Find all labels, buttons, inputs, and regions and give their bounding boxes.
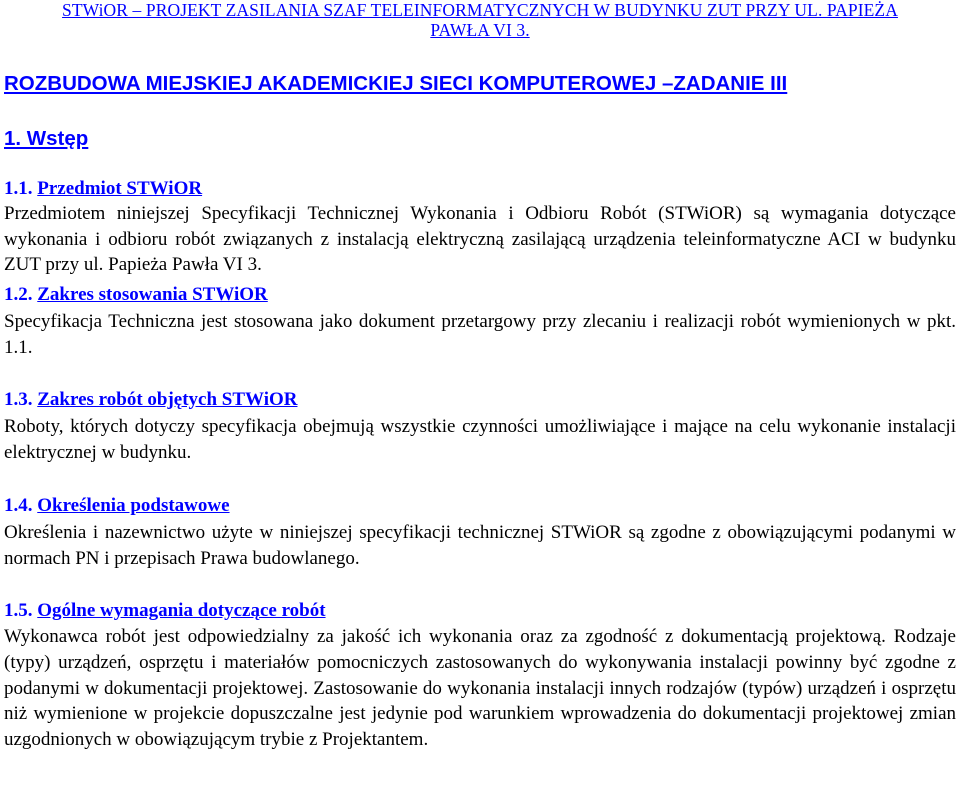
section-heading[interactable] — [4, 598, 956, 624]
document-title[interactable]: ROZBUDOWA MIEJSKIEJ AKADEMICKIEJ SIECI KOMPUTEROWEJ –ZADANIE III — [4, 72, 788, 95]
section-title[interactable]: Ogólne wymagania dotyczące robót — [37, 600, 326, 621]
section-title[interactable]: Określenia podstawowe — [37, 495, 230, 516]
section-heading[interactable] — [4, 282, 956, 308]
section-number[interactable]: 1.3. — [4, 389, 33, 410]
section-body: Roboty, których dotyczy specyfikacja obejmują wszystkie czynności umożliwiające i mające na celu wykonanie instalacji elektrycznej w budynku. — [4, 416, 956, 463]
section-1-4 — [4, 493, 956, 571]
header-line-2[interactable]: PAWŁA VI 3. — [430, 20, 530, 40]
section-heading[interactable] — [4, 176, 956, 202]
section-number[interactable]: 1.1. — [4, 178, 33, 199]
section-1-1 — [4, 176, 956, 278]
section-number[interactable]: 1.2. — [4, 284, 33, 305]
section-body: Wykonawca robót jest odpowiedzialny za jakość ich wykonania oraz za zgodność z dokumentacją projektową. Rodzaje (typy) urządzeń, osprzętu i materiałów pomocniczych zastosowanych do wykonywania instalacji powinny być zgodne z podanymi w dokumentacji projektowej. Zastosowanie do wykonania instalacji innych rodzajów (typów) urządzeń i osprzętu niż wymienione w projekcie dopuszczalne jest jedynie pod warunkiem wprowadzenia do dokumentacji projektowej zmian uzgodnionych w obowiązującym trybie z Projektantem. — [4, 626, 956, 751]
section-1-5 — [4, 598, 956, 753]
header-line-1[interactable]: STWiOR – PROJEKT ZASILANIA SZAF TELEINFORMATYCZNYCH W BUDYNKU ZUT PRZY UL. PAPIEŻA — [62, 0, 898, 20]
running-header[interactable] — [4, 0, 956, 40]
section-title[interactable]: Zakres robót objętych STWiOR — [37, 389, 298, 410]
section-body: Specyfikacja Techniczna jest stosowana jako dokument przetargowy przy zlecaniu i realizacji robót wymienionych w pkt. 1.1. — [4, 311, 956, 358]
section-number[interactable]: 1.4. — [4, 495, 33, 516]
section-body: Określenia i nazewnictwo użyte w niniejszej specyfikacji technicznej STWiOR są zgodne z obowiązującymi podanymi w normach PN i przepisach Prawa budowlanego. — [4, 522, 956, 569]
section-body: Przedmiotem niniejszej Specyfikacji Technicznej Wykonania i Odbioru Robót (STWiOR) są wymagania dotyczące wykonania i odbioru robót związanych z instalacją elektryczną zasilającą urządzenia teleinformatyczne ACI w budynku ZUT przy ul. Papieża Pawła VI 3. — [4, 203, 956, 275]
section-number[interactable]: 1.5. — [4, 600, 33, 621]
section-1-3 — [4, 387, 956, 465]
chapter-heading[interactable]: 1. Wstęp — [4, 127, 89, 150]
document-page — [4, 0, 956, 751]
section-title[interactable]: Zakres stosowania STWiOR — [37, 284, 268, 305]
section-heading[interactable] — [4, 493, 956, 519]
section-title[interactable]: Przedmiot STWiOR — [37, 178, 203, 199]
section-1-2 — [4, 282, 956, 360]
section-heading[interactable] — [4, 387, 956, 413]
